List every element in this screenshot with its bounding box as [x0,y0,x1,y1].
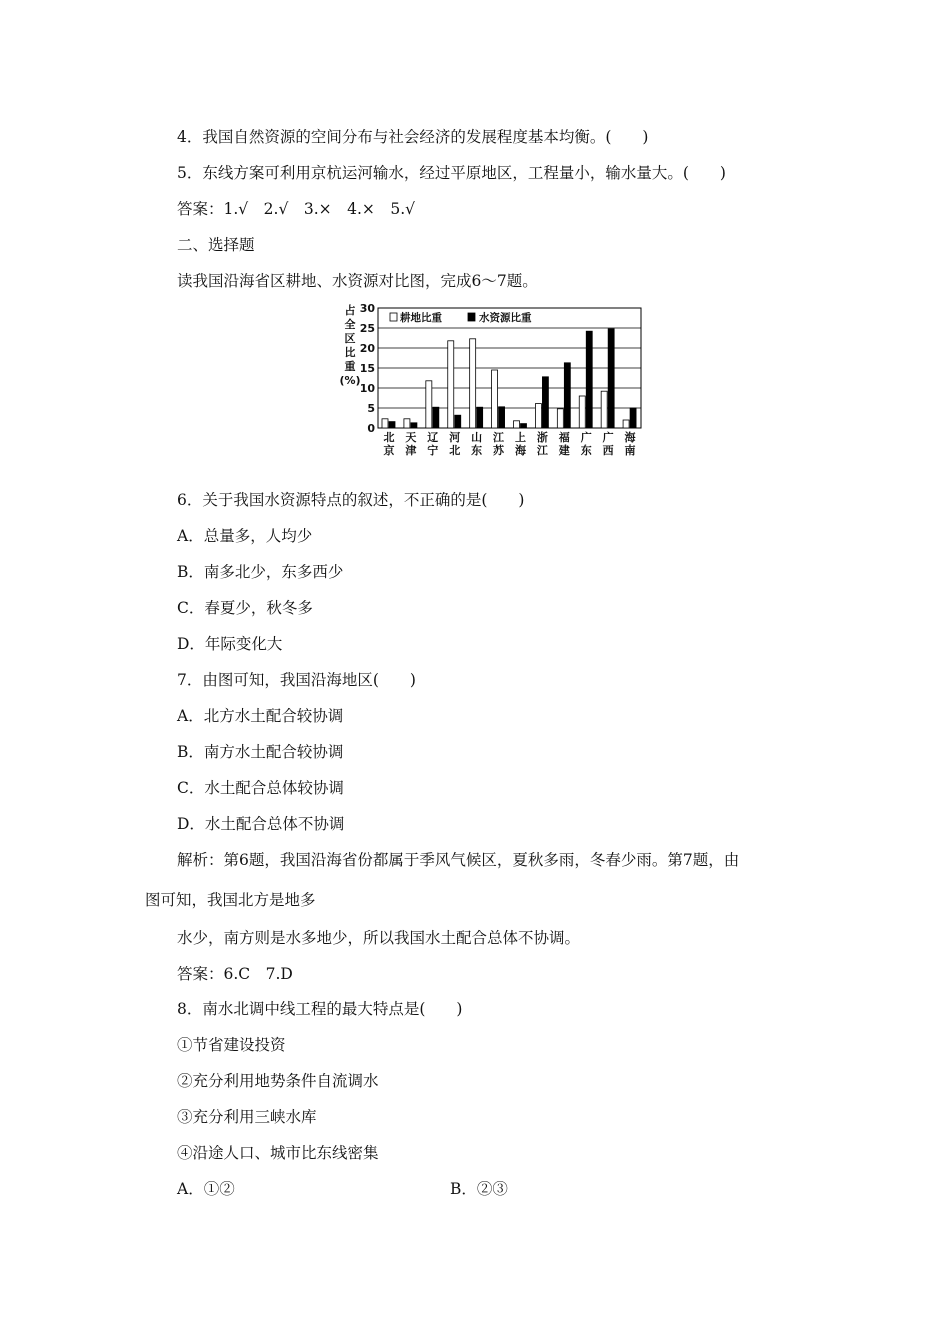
x-tick-label: 苏 [493,444,505,457]
option-8a: A．①② [177,1180,235,1198]
water-bar [477,407,483,428]
statement-4: ④沿途人口、城市比东线密集 [177,1144,379,1162]
question-7: 7．由图可知，我国沿海地区( ) [177,671,416,689]
x-tick-label: 江 [536,444,548,457]
x-tick-label: 浙 [536,431,548,444]
answer-1-5: 答案：1.√ 2.√ 3.× 4.× 5.√ [177,200,416,218]
question-6: 6．关于我国水资源特点的叙述，不正确的是( ) [177,491,525,509]
water-bar [586,331,592,428]
water-bar [542,377,548,428]
statement-3: ③充分利用三峡水库 [177,1108,317,1126]
water-bar [433,407,439,428]
y-axis-label: (%) [339,374,361,387]
x-tick-label: 海 [624,431,636,444]
x-tick-label: 东 [471,444,483,457]
x-tick-label: 福 [558,431,570,444]
water-bar [564,363,570,428]
y-axis-label: 区 [344,332,356,345]
farmland-bar [601,391,607,428]
chart-instruction: 读我国沿海省区耕地、水资源对比图，完成6～7题。 [177,272,538,290]
water-bar [630,408,636,428]
x-tick-label: 津 [405,444,417,457]
option-7b: B．南方水土配合较协调 [177,743,344,761]
legend-label-water: 水资源比重 [479,312,532,324]
y-tick-label: 15 [359,362,375,375]
section-heading: 二、选择题 [177,236,255,254]
farmland-bar [623,420,629,428]
x-tick-label: 建 [558,444,570,457]
analysis-line-3: 水少，南方则是水多地少，所以我国水土配合总体不协调。 [177,929,581,947]
x-tick-label: 北 [449,444,461,457]
y-tick-label: 10 [359,382,375,395]
x-tick-label: 河 [449,431,461,444]
option-6d: D．年际变化大 [177,635,283,653]
legend-label-farmland: 耕地比重 [400,312,442,324]
x-tick-label: 北 [383,431,395,444]
y-axis-label: 比 [344,346,356,359]
x-tick-label: 辽 [427,431,439,444]
farmland-bar [426,381,432,428]
x-tick-label: 广 [602,431,614,444]
water-bar [499,407,505,428]
analysis-line-2: 图可知，我国北方是地多 [145,891,316,909]
farmland-bar [448,341,454,428]
option-7a: A．北方水土配合较协调 [177,707,344,725]
y-tick-label: 20 [359,342,375,355]
legend-swatch-farmland [390,313,397,321]
answer-6-7: 答案：6.C 7.D [177,965,293,983]
farmland-bar [492,370,498,428]
x-tick-label: 上 [514,431,526,444]
x-tick-label: 西 [602,444,614,457]
statement-2: ②充分利用地势条件自流调水 [177,1072,379,1090]
option-6b: B．南多北少，东多西少 [177,563,344,581]
farmland-bar [514,421,520,428]
x-tick-label: 天 [405,431,417,444]
question-4: 4．我国自然资源的空间分布与社会经济的发展程度基本均衡。( ) [177,128,649,146]
statement-1: ①节省建设投资 [177,1036,286,1054]
x-tick-label: 宁 [427,444,439,457]
x-tick-label: 南 [624,444,636,457]
farmland-bar [579,396,585,428]
x-tick-label: 江 [493,431,505,444]
y-tick-label: 0 [367,422,375,435]
y-axis-label: 占 [344,304,356,317]
option-7d: D．水土配合总体不协调 [177,815,345,833]
y-tick-label: 30 [359,302,375,315]
x-tick-label: 京 [383,444,395,457]
farmland-bar [470,339,476,428]
analysis-line-1: 解析：第6题，我国沿海省份都属于季风气候区，夏秋多雨，冬春少雨。第7题，由 [177,851,740,869]
water-bar [608,329,614,428]
y-tick-label: 25 [359,322,375,335]
option-6c: C．春夏少，秋冬多 [177,599,313,617]
x-tick-label: 山 [471,431,483,444]
water-bar [411,423,417,428]
question-8: 8．南水北调中线工程的最大特点是( ) [177,1000,463,1018]
farmland-bar [557,409,563,428]
y-axis-label: 全 [344,318,356,331]
farmland-water-chart [335,296,655,458]
x-tick-label: 广 [580,431,592,444]
farmland-bar [382,419,388,428]
legend-swatch-water [468,313,475,321]
question-5: 5．东线方案可利用京杭运河输水，经过平原地区，工程量小，输水量大。( ) [177,164,726,182]
x-tick-label: 海 [514,444,526,457]
x-tick-label: 东 [580,444,592,457]
option-6a: A．总量多，人均少 [177,527,313,545]
water-bar [455,415,461,428]
y-axis-label: 重 [344,360,356,373]
option-7c: C．水土配合总体较协调 [177,779,344,797]
y-tick-label: 5 [367,402,375,415]
option-8b: B．②③ [450,1180,508,1198]
water-bar [389,422,395,428]
farmland-bar [404,419,410,428]
water-bar [521,424,527,428]
farmland-bar [535,404,541,428]
